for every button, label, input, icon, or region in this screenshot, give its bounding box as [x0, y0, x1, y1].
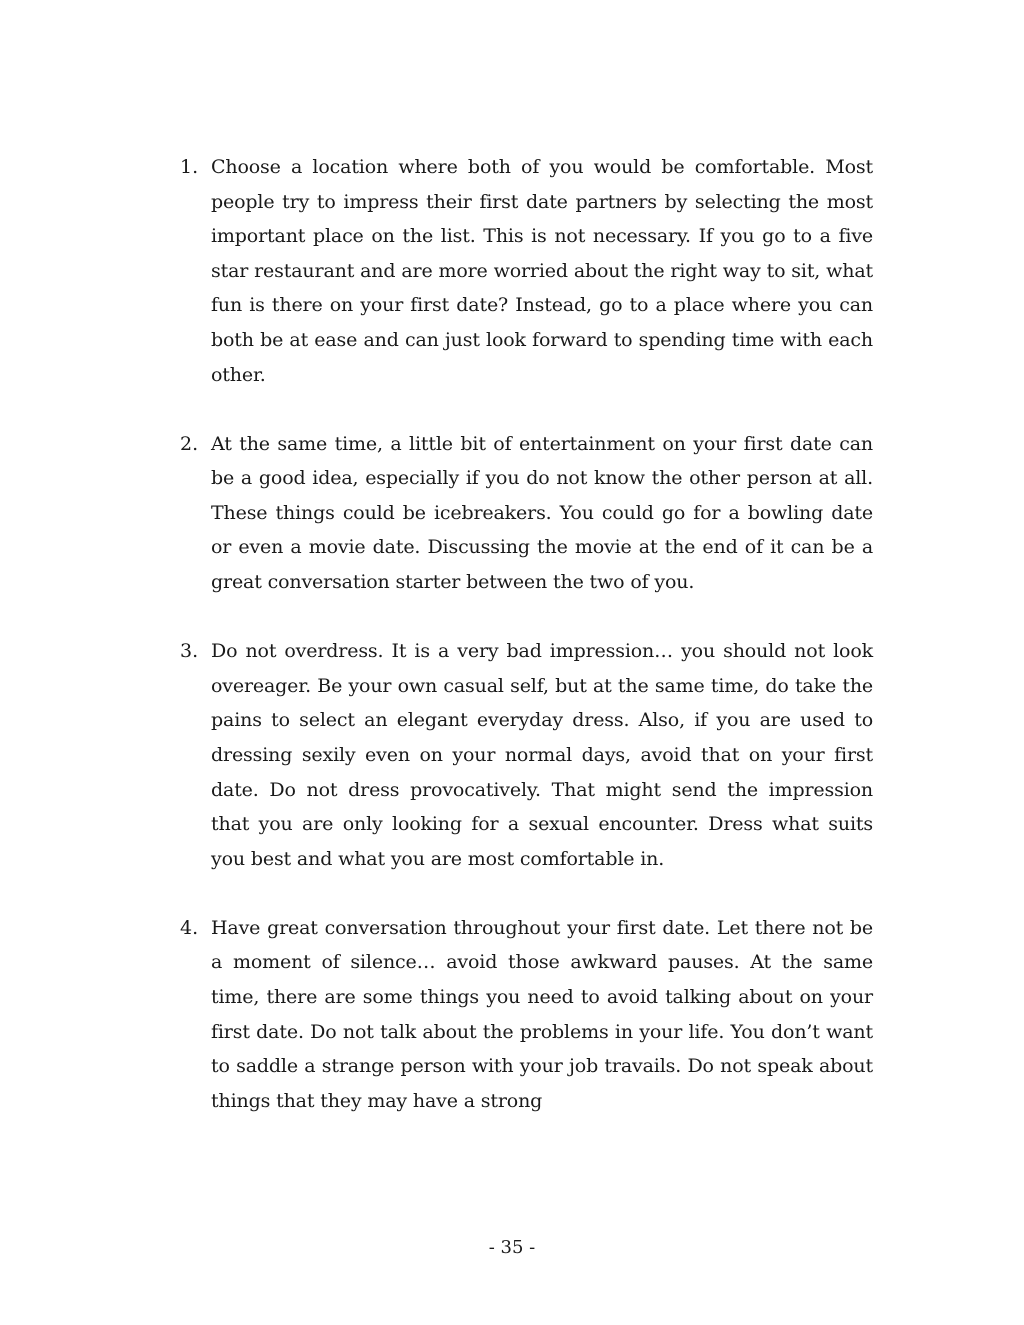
list-item-text: Choose a location where both of you would be comfortable. Most people try to impress their first date partners by selecting the most important place on the list. This is not necessary. If you go to a five star restaurant and are more worried about the right way to sit, what fun is there on your first date? Instead, go to a place where you can both be at ease and can just look forward to spending time with each other.: [211, 156, 873, 386]
page-number: - 35 -: [488, 1237, 536, 1258]
list-item-number: 4.: [180, 916, 199, 939]
list-item-number: 2.: [180, 432, 199, 455]
list-item: [180, 150, 873, 392]
list-item: [180, 911, 873, 1119]
tips-list: [180, 150, 873, 1153]
list-item-text: At the same time, a little bit of entertainment on your first date can be a good idea, especially if you do not know the other person at all. These things could be icebreakers. You could go for a bowling date or even a movie date. Discussing the movie at the end of it can be a great conversation starter between the two of you.: [211, 432, 873, 594]
list-item-text: Do not overdress. It is a very bad impression… you should not look overeager. Be your own casual self, but at the same time, do take the pains to select an elegant everyday dress. Also, if you are used to dressing sexily even on your normal days, avoid that on your first date. Do not dress provocatively. That might send the impression that you are only looking for a sexual encounter. Dress what suits you best and what you are most comfortable in.: [211, 640, 873, 870]
list-item-text: Have great conversation throughout your first date. Let there not be a moment of silence… avoid those awkward pauses. At the same time, there are some things you need to avoid talking about on your first date. Do not talk about the problems in your life. You don’t want to saddle a strange person with your job travails. Do not speak about things that they may have a strong: [211, 916, 873, 1112]
list-item-number: 1.: [180, 156, 199, 178]
list-item-number: 3.: [180, 640, 199, 663]
list-item: [180, 427, 873, 600]
list-item: [180, 634, 873, 876]
